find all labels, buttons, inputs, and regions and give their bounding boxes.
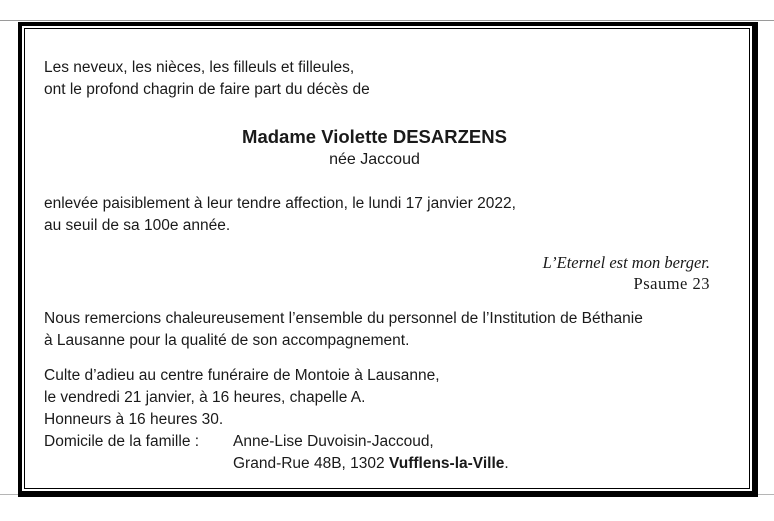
ceremony-line-3: Honneurs à 16 heures 30.	[44, 411, 224, 428]
intro-paragraph	[44, 57, 370, 101]
family-address-suffix: .	[504, 455, 509, 472]
deceased-block	[26, 124, 723, 171]
scripture-quote: L’Eternel est mon berger.	[542, 253, 710, 272]
ceremony-line-1: Culte d’adieu au centre funéraire de Montoie à Lausanne,	[44, 367, 440, 384]
thanks-paragraph	[44, 308, 643, 352]
intro-line-2: ont le profond chagrin de faire part du décès de	[44, 81, 370, 98]
intro-line-1: Les neveux, les nièces, les filleuls et filleules,	[44, 59, 355, 76]
maiden-name: née Jaccoud	[329, 151, 420, 168]
scripture-source: Psaume 23	[633, 274, 710, 293]
family-address-line	[233, 453, 509, 475]
family-address-city: Vufflens-la-Ville	[388, 455, 505, 472]
family-contact-name: Anne-Lise Duvoisin-Jaccoud,	[233, 433, 434, 450]
deceased-name: Madame Violette DESARZENS	[242, 126, 507, 147]
thanks-line-1: Nous remercions chaleureusement l’ensemble du personnel de l’Institution de Béthanie	[44, 310, 643, 327]
death-line-1: enlevée paisiblement à leur tendre affection, le lundi 17 janvier 2022,	[44, 195, 516, 212]
family-address-street: Grand-Rue 48B, 1302	[233, 455, 389, 472]
family-home-label: Domicile de la famille :	[44, 433, 200, 450]
ceremony-paragraph	[44, 365, 509, 475]
death-line-2: au seuil de sa 100e année.	[44, 217, 231, 234]
ceremony-line-2: le vendredi 21 janvier, à 16 heures, chapelle A.	[44, 389, 366, 406]
scripture-quote-block	[543, 252, 710, 294]
death-paragraph	[44, 193, 516, 237]
family-home-line	[44, 431, 509, 453]
thanks-line-2: à Lausanne pour la qualité de son accompagnement.	[44, 332, 410, 349]
